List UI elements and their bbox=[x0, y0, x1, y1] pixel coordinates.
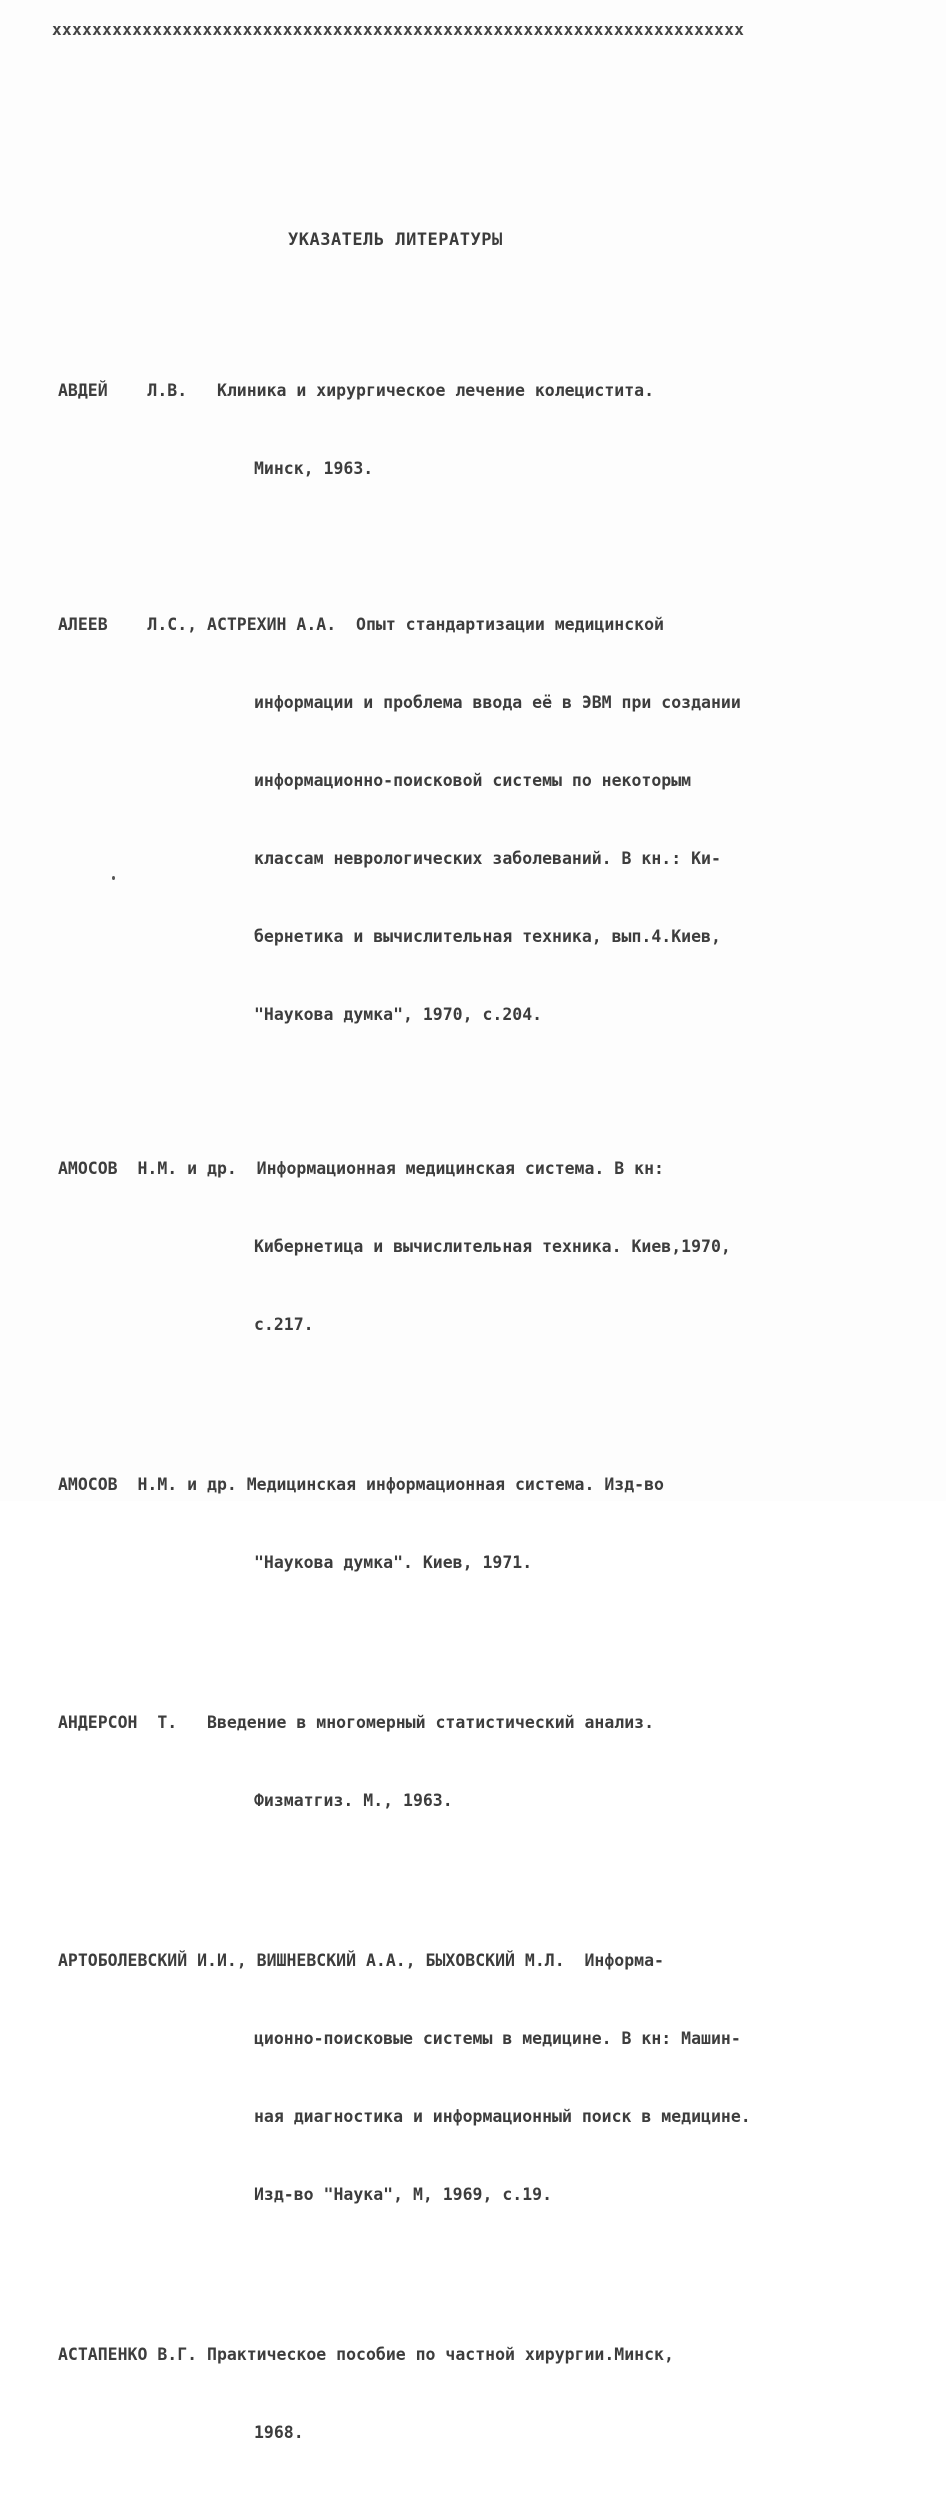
entry-line: АНДЕРСОН Т. Введение в многомерный статистический анализ. bbox=[58, 1713, 655, 1732]
bibliography-entry bbox=[58, 2290, 918, 2498]
entry-line: Кибернетица и вычислительная техника. Киев,1970, bbox=[254, 1237, 731, 1256]
entry-line: Минск, 1963. bbox=[254, 459, 374, 478]
ink-speck bbox=[112, 876, 115, 880]
entry-line: ная диагностика и информационный поиск в медицине. bbox=[254, 2107, 751, 2126]
bibliography-entry bbox=[58, 326, 918, 534]
entry-line: ционно-поисковые системы в медицине. В кн: Машин- bbox=[254, 2029, 741, 2048]
entry-line: Изд-во "Наука", М, 1969, с.19. bbox=[254, 2185, 553, 2204]
entry-line: информационно-поисковой системы по некоторым bbox=[254, 771, 692, 790]
entry-line: АЛЕЕВ Л.С., АСТРЕХИН А.А. Опыт стандартизации медицинской bbox=[58, 615, 664, 634]
decorative-x-border: xxxxxxxxxxxxxxxxxxxxxxxxxxxxxxxxxxxxxxxxxxxxxxxxxxxxxxxxxxxxxxxxxxxxx bbox=[52, 20, 745, 39]
entry-line: бернетика и вычислительная техника, вып.4.Киев, bbox=[254, 927, 721, 946]
entry-line: АВДЕЙ Л.В. Клиника и хирургическое лечение колецистита. bbox=[58, 381, 655, 400]
bibliography-entry bbox=[58, 1896, 918, 2260]
entry-line: АРТОБОЛЕВСКИЙ И.И., ВИШНЕВСКИЙ А.А., БЫХОВСКИЙ М.Л. Информа- bbox=[58, 1951, 664, 1970]
entry-line: АСТАПЕНКО В.Г. Практическое пособие по частной хирургии.Минск, bbox=[58, 2345, 674, 2364]
entry-line: с.217. bbox=[254, 1315, 314, 1334]
bibliography-list bbox=[58, 326, 918, 2498]
entry-line: "Наукова думка", 1970, с.204. bbox=[254, 1005, 543, 1024]
bibliography-entry bbox=[58, 1658, 918, 1866]
entry-line: АМОСОВ Н.М. и др. Информационная медицинская система. В кн: bbox=[58, 1159, 664, 1178]
entry-line: классам неврологических заболеваний. В кн.: Ки- bbox=[254, 849, 721, 868]
page-title: УКАЗАТЕЛЬ ЛИТЕРАТУРЫ bbox=[288, 230, 503, 250]
entry-line: АМОСОВ Н.М. и др. Медицинская информационная система. Изд-во bbox=[58, 1475, 664, 1494]
entry-line: 1968. bbox=[254, 2423, 304, 2442]
bibliography-entry bbox=[58, 1104, 918, 1390]
entry-line: информации и проблема ввода её в ЭВМ при создании bbox=[254, 693, 741, 712]
entry-line: Физматгиз. М., 1963. bbox=[254, 1791, 453, 1810]
bibliography-entry bbox=[58, 1420, 918, 1628]
bibliography-entry bbox=[58, 560, 918, 1080]
entry-line: "Наукова думка". Киев, 1971. bbox=[254, 1553, 533, 1572]
